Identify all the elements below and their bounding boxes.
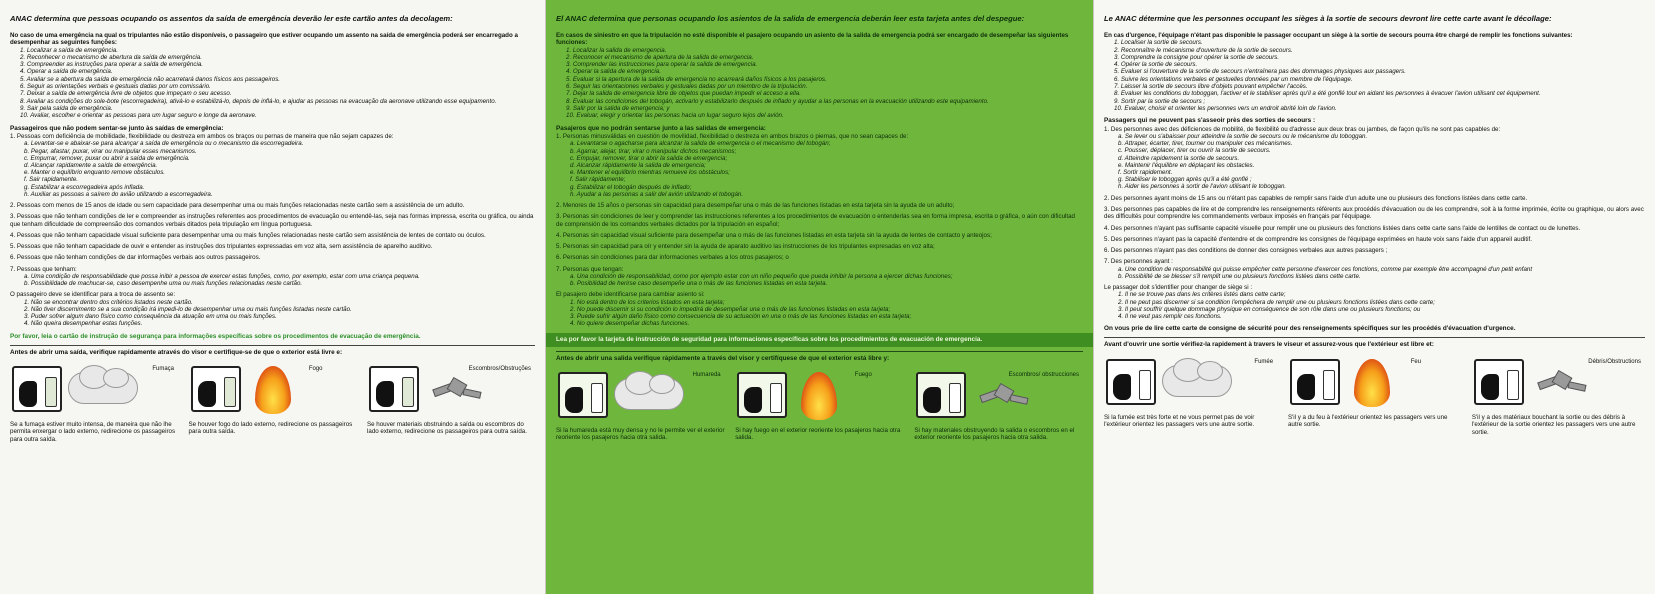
restriction-7: 7. Des personnes ayant : <box>1104 258 1173 266</box>
sub-item: g. Estabilizar el tobogán después de inflado; <box>570 183 692 191</box>
sub-item: 3. Il peut souffrir quelque dommage physique en conséquence de son rôle dans une ou plusieurs fonctions; ou <box>1118 305 1421 313</box>
hazard-caption: Si la fumée est très forte et ne vous permet pas de voir l'extérieur orientez les passagers vers une autre sortie. <box>1104 413 1255 429</box>
exit-door-icon <box>770 383 782 413</box>
hazard-label: Fogo <box>308 366 323 373</box>
sub-item: g. Stabiliser le toboggan après qu'il a été gonflé ; <box>1118 176 1252 184</box>
restriction-1-sublist <box>10 140 535 198</box>
hazard-caption: Se houver materiais obstruindo a saída ou escombros do lado externo, redirecione os passageiros para outra saída. <box>367 421 527 436</box>
panel-title: Le ANAC détermine que les personnes occupant les sièges à la sortie de secours devront lire cette carte avant le décollage: <box>1104 14 1552 23</box>
fire-illustration <box>1288 355 1461 411</box>
fire-flame-icon <box>1354 359 1390 407</box>
restriction-3: 3. Personas sin condiciones de leer y comprender las instrucciones referentes a los procedimientos de evacuación o entenderlas sea en forma impresa, escrita o gráfica, o aún con dificultad de comprensión de los comandos verbales dictados por la tripulación en español; <box>556 213 1076 228</box>
duty-item: 2. Reconhecer o mecanismo de abertura da saída de emergência. <box>20 53 202 61</box>
hazard-label: Humareda <box>692 372 721 379</box>
restriction-7-sublist <box>556 273 1083 287</box>
sub-item: h. Ayudar a las personas a salir del avión utilizando el tobogán. <box>570 190 744 198</box>
sub-item: a. Uma condição de responsabilidade que possa inibir a pessoa de exercer estas funções, como, por exemplo, estar com uma criança pequena. <box>24 273 420 281</box>
duty-item: 8. Avaliar as condições do sole-bote (escorregadeira), ativá-lo e estabilizá-lo, depois de inflá-lo, e ajudar as pessoas na evacuação da aeronave utilizando esse equipamento. <box>20 97 497 105</box>
hazard-row <box>10 362 535 443</box>
duty-item: 10. Avaliar, escolher e orientar as pessoas para um lugar seguro e longe da aeronave. <box>20 112 257 120</box>
restriction-1-sublist <box>1104 133 1645 191</box>
exit-door-icon <box>45 377 57 407</box>
restriction-2: 2. Menores de 15 años o personas sin capacidad para desempeñar una o más de las funciones listadas en esta tarjeta sin la ayuda de un adulto; <box>556 201 955 209</box>
hazard-debris <box>914 368 1083 442</box>
duties-list <box>556 47 1083 120</box>
sub-item: c. Empujar, remover, tirar o abrir la salida de emergencia; <box>570 154 728 162</box>
panel-french <box>1093 0 1655 594</box>
seat-swap-heading: Le passager doit s'identifier pour changer de siège si : <box>1104 284 1253 292</box>
fire-illustration <box>189 362 357 418</box>
sub-item: 1. Não se encontrar dentro dos critérios listados neste cartão. <box>24 298 193 306</box>
before-opening-heading: Antes de abrir uma saída, verifique rapidamente através do visor e certifique-se de que o exterior está livre e: <box>10 348 343 356</box>
hazard-label: Débris/Obstructions <box>1588 358 1641 365</box>
exit-door-icon <box>1323 370 1335 400</box>
hazard-label: Feu <box>1410 358 1422 365</box>
seat-swap-list <box>10 299 535 328</box>
restriction-6: 6. Pessoas que não tenham condições de dar informações verbais aos outros passageiros. <box>10 254 261 262</box>
restriction-7-sublist <box>10 273 535 287</box>
restriction-7: 7. Personas que tengan: <box>556 265 624 273</box>
exit-door-icon <box>1507 370 1519 400</box>
duty-item: 5. Avaliar se a abertura da saída de emergência não acarretará danos físicos aos passageiros. <box>20 75 281 83</box>
hazard-caption: Si la humareda está muy densa y no le permite ver el exterior reoriente los pasajeros hacia otra salida. <box>556 427 725 442</box>
duties-list <box>1104 39 1645 112</box>
restriction-3: 3. Des personnes pas capables de lire et de comprendre les renseignements référents aux procédés d'évacuation ou de les comprendre, soit à la forme imprimée, écrite ou graphique, ou alors avec des difficultés pour comprendre les commandements verbaux imposés en français par l'équipage. <box>1104 205 1644 221</box>
divider <box>1104 337 1645 338</box>
hazard-caption: Se a fumaça estiver muito intensa, de maneira que não lhe permita enxergar o lado externo, redirecione os passageiros para outra saída. <box>10 421 176 443</box>
smoke-cloud-icon <box>68 372 138 404</box>
duty-item: 5. Evaluar si la apertura de la salida de emergencia no acarreará daños físicos a los pasajeros. <box>566 75 827 83</box>
duty-item: 10. Evaluar, elegir y orientar las personas hacia un lugar seguro lejos del avión. <box>566 112 784 120</box>
person-head-icon <box>198 381 216 407</box>
duty-item: 5. Evaluer si l'ouverture de la sortie de secours n'entraînera pas des dommages physiques aux passagers. <box>1114 68 1406 76</box>
duty-item: 9. Sortir par la sortie de secours ; <box>1114 97 1206 105</box>
hazard-caption: S'il y a des matériaux bouchant la sortie ou des débris à l'extérieur de la sortie orientez les passagers vers une autre sortie. <box>1471 413 1636 436</box>
hazard-row <box>556 368 1083 442</box>
sub-item: d. Alcanzar rápidamente la salida de emergencia; <box>570 161 706 169</box>
duty-item: 7. Deixar a saída de emergência livre de objetos que impeçam o seu acesso. <box>20 90 232 98</box>
seat-swap-list <box>556 299 1083 328</box>
sub-item: a. Levantar-se e abaixar-se para alcançar a saída de emergência ou o mecanismo da escorregadeira. <box>24 140 304 148</box>
seat-swap-heading: O passageiro deve se identificar para a troca de assento se: <box>10 291 176 299</box>
sub-item: f. Sortir rapidement. <box>1118 169 1173 177</box>
sub-item: h. Aider les personnes à sortir de l'avion utilisant le toboggan. <box>1118 183 1287 191</box>
person-head-icon <box>19 381 37 407</box>
restriction-2: 2. Des personnes ayant moins de 15 ans ou n'étant pas capables de remplir sans l'aide d'un adulte une ou plusieurs des fonctions listées dans cette carte. <box>1104 194 1528 202</box>
before-opening-heading: Antes de abrir una salida verifique rápidamente a través del visor y certifíquese de que el exterior está libre y: <box>556 354 890 362</box>
hazard-fire <box>735 368 904 442</box>
restriction-4: 4. Des personnes n'ayant pas suffisante capacité visuelle pour remplir une ou plusieurs des fonctions listées dans cette carte sans l'aide de lentilles de contact ou de lunettes. <box>1104 224 1581 232</box>
duty-item: 1. Localiser la sortie de secours. <box>1114 39 1203 47</box>
sub-item: b. Possibilité de se blesser s'il remplit une ou plusieurs fonctions listées dans cette carte. <box>1118 272 1361 280</box>
before-opening-heading: Avant d'ouvrir une sortie vérifiez-la rapidement à travers le viseur et assurez-vous que l'extérieur est libre et: <box>1104 341 1434 349</box>
sub-item: h. Auxiliar as pessoas a saírem do avião utilizando a escorregadeira. <box>24 190 213 198</box>
restriction-2: 2. Pessoas com menos de 15 anos de idade ou sem capacidade para desempenhar uma ou mais funções relacionadas neste cartão sem a assistência de um adulto. <box>10 201 465 209</box>
debris-illustration <box>367 362 535 418</box>
duty-item: 2. Reconnaître le mécanisme d'ouverture de la sortie de secours. <box>1114 46 1293 54</box>
person-head-icon <box>744 387 762 413</box>
restriction-4: 4. Pessoas que não tenham capacidade visual suficiente para desempenhar uma ou mais funções relacionadas neste cartão sem assistência de lentes de contato ou óculos. <box>10 231 486 239</box>
duty-item: 2. Reconocer el mecanismo de apertura de la salida de emergencia. <box>566 53 754 61</box>
duty-item: 10. Evaluer, choisir et orienter les personnes vers un endroit abrité loin de l'avion. <box>1114 104 1337 112</box>
sub-item: b. Agarrar, alejar, tirar, virar o manipular dichos mecanismos; <box>570 147 737 155</box>
restriction-5: 5. Des personnes n'ayant pas la capacité d'entendre et de comprendre les consignes de l'équipage exprimées en haute voix sans l'aide d'un appareil auditif. <box>1104 235 1532 243</box>
sub-item: c. Pousser, déplacer, tirer ou ouvrir la sortie de secours. <box>1118 147 1271 155</box>
sub-item: a. Una condición de responsabilidad, como por ejemplo estar con un niño pequeño que pueda inhibir la persona a ejercer dichas funciones; <box>570 273 953 281</box>
divider <box>10 345 535 346</box>
sub-item: e. Mantener el equilibrio mientras remueve los obstáculos; <box>570 169 730 177</box>
sub-item: 2. Il ne peut pas discerner si sa condition l'empêchera de remplir une ou plusieurs fonctions listées dans cette carte; <box>1118 298 1435 306</box>
hazard-label: Fumaça <box>152 366 174 373</box>
smoke-illustration <box>1104 355 1277 411</box>
duty-item: 1. Localizar la salida de emergencia. <box>566 46 667 54</box>
sub-item: 2. Não tiver discernimento se a sua condição irá impedi-lo de desempenhar uma ou mais funções listadas neste cartão. <box>24 305 352 313</box>
sub-item: 4. No quiere desempeñar dichas funciones. <box>570 320 690 328</box>
restriction-5: 5. Personas sin capacidad para oír y entender sin la ayuda de aparato auditivo las instrucciones de los tripulantes expresadas en voz alta; <box>556 243 935 251</box>
hazard-fire <box>1288 355 1461 436</box>
duty-item: 9. Sair pela saída de emergência. <box>20 104 113 112</box>
restriction-7-sublist <box>1104 266 1645 280</box>
restriction-7: 7. Pessoas que tenham: <box>10 265 77 273</box>
hazard-label: Escombros/ obstrucciones <box>1008 372 1079 379</box>
restriction-5: 5. Pessoas que não tenham capacidade de ouvir e entender as instruções dos tripulantes expressadas em voz alta, sem assistência de aparelho auditivo. <box>10 243 433 251</box>
sub-item: e. Manter o equilíbrio enquanto remove obstáculos. <box>24 169 166 177</box>
debris-illustration <box>1472 355 1645 411</box>
sub-item: 1. Il ne se trouve pas dans les critères listés dans cette carte; <box>1118 291 1286 299</box>
sub-item: 3. Puede sufrir algún daño físico como consecuencia de su actuación en una o más de las funciones listadas en esta tarjeta; <box>570 313 912 321</box>
fire-flame-icon <box>255 366 291 414</box>
hazard-smoke <box>1104 355 1277 436</box>
sub-item: 1. No está dentro de los criterios listados en esta tarjeta; <box>570 298 725 306</box>
duty-item: 3. Compreender as instruções para operar a saída de emergência. <box>20 61 203 69</box>
duty-item: 3. Comprendre la consigne pour opérer la sortie de secours. <box>1114 53 1280 61</box>
duty-item: 4. Operar la salida de emergencia. <box>566 68 661 76</box>
smoke-illustration <box>10 362 178 418</box>
panel-title: ANAC determina que pessoas ocupando os assentos da saída de emergência deverão ler este cartão antes da decolagem: <box>10 14 453 23</box>
seat-swap-list <box>1104 291 1645 320</box>
hazard-label: Escombros/Obstruções <box>468 366 531 373</box>
panel-lead: En casos de siniestro en que la tripulación no esté disponible el pasajero ocupando un asiento de la salida de emergencia podrá ser encargado de desempeñar las siguientes funciones: <box>556 32 1069 47</box>
person-head-icon <box>923 387 941 413</box>
sub-item: a. Se lever ou s'abaisser pour atteindre la sortie de secours ou le mécanisme du toboggan. <box>1118 133 1368 141</box>
hazard-smoke <box>10 362 178 443</box>
panel-portuguese <box>0 0 545 594</box>
sub-item: d. Alcançar rapidamente a saída de emergência. <box>24 161 158 169</box>
person-head-icon <box>1297 374 1315 400</box>
restrictions-heading: Passageiros que não podem sentar-se junto às saídas de emergência: <box>10 124 224 132</box>
duty-item: 8. Evaluer les conditions du toboggan, l'activer et le stabiliser après qu'il a été gonflé tout en aidant les personnes à évacuer l'avion utilisant cet équipement. <box>1114 90 1541 98</box>
smoke-cloud-icon <box>1162 365 1232 397</box>
exit-door-icon <box>402 377 414 407</box>
duty-item: 4. Opérer la sortie de secours. <box>1114 61 1198 69</box>
hazard-row <box>1104 355 1645 436</box>
sub-item: b. Attraper, écarter, tirer, tourner ou manipuler ces mécanismes. <box>1118 140 1293 148</box>
restriction-1: 1. Des personnes avec des déficiences de mobilité, de flexibilité ou d'adresse aux deux bras ou jambes, de façon qu'ils ne sont pas capables de: <box>1104 125 1501 133</box>
sub-item: 4. Il ne veut pas remplir ces fonctions. <box>1118 313 1222 321</box>
duties-list <box>10 47 535 120</box>
duty-item: 7. Laisser la sortie de secours libre d'objets pouvant empêcher l'accès. <box>1114 83 1308 91</box>
sub-item: c. Empurrar, remover, puxar ou abrir a saída de emergência. <box>24 154 190 162</box>
sub-item: 4. Não queira desempenhar estas funções. <box>24 320 143 328</box>
hazard-label: Fuego <box>854 372 872 379</box>
debris-icon <box>1534 371 1588 397</box>
debris-icon <box>976 384 1030 410</box>
sub-item: e. Maintenir l'équilibre en déplaçant les obstacles. <box>1118 161 1255 169</box>
smoke-cloud-icon <box>614 378 684 410</box>
exit-door-icon <box>224 377 236 407</box>
restriction-6: 6. Des personnes n'ayant pas des conditions de donner des consignes verbales aux autres passagers ; <box>1104 247 1388 255</box>
panel-lead: No caso de uma emergência na qual os tripulantes não estão disponíveis, o passageiro que estiver ocupando um assento na saída de emergência poderá ser encarregado a desempenhar as seguintes funções: <box>10 32 518 47</box>
person-head-icon <box>1481 374 1499 400</box>
person-head-icon <box>565 387 583 413</box>
duty-item: 6. Seguir las orientaciones verbales y gestuales dadas por un miembro de la tripulación. <box>566 83 808 91</box>
sub-item: a. Levantarse o agacharse para alcanzar la salida de emergencia o el mecanismo del tobogán; <box>570 140 831 148</box>
hazard-fire <box>189 362 357 443</box>
exit-door-icon <box>949 383 961 413</box>
sub-item: 3. Puder sofrer algum dano físico como consequência da atuação em uma ou mais funções. <box>24 313 277 321</box>
exit-door-icon <box>591 383 603 413</box>
panel-spanish <box>545 0 1093 594</box>
smoke-illustration <box>556 368 725 424</box>
read-card-notice: On vous prie de lire cette carte de consigne de sécurité pour des renseignements spécifiques sur les procédés d'évacuation d'urgence. <box>1104 325 1516 333</box>
duty-item: 7. Dejar la salida de emergencia libre de objetos que puedan impedir el acceso a ella. <box>566 90 801 98</box>
fire-illustration <box>735 368 904 424</box>
panel-title: El ANAC determina que personas ocupando los asientos de la salida de emergencia deberán leer esta tarjeta antes del despegue: <box>556 14 1025 23</box>
restriction-3: 3. Pessoas que não tenham condições de ler e compreender as instruções referentes aos procedimentos de evacuação ou entendê-las, seja nas formas impressa, escrita ou gráfica, ou ainda que tenham dificuldade de compreensão dos comandos verbais ditados pela tripulação em língua portuguesa. <box>10 213 534 228</box>
duty-item: 9. Salir por la salida de emergencia; y <box>566 104 670 112</box>
hazard-debris <box>1472 355 1645 436</box>
sub-item: f. Salir rápidamente; <box>570 176 626 184</box>
hazard-caption: Si hay fuego en el exterior reoriente los pasajeros hacia otra salida. <box>735 427 901 442</box>
person-head-icon <box>376 381 394 407</box>
restrictions-heading: Pasajeros que no podrán sentarse junto a las salidas de emergencia: <box>556 124 766 132</box>
sub-item: g. Estabilizar a escorregadeira após inflada. <box>24 183 145 191</box>
seat-swap-heading: El pasajero debe identificarse para cambiar asiento si: <box>556 291 705 299</box>
duty-item: 1. Localizar a saída de emergência. <box>20 46 119 54</box>
hazard-caption: S'il y a du feu à l'extérieur orientez les passagers vers une autre sortie. <box>1287 413 1448 429</box>
duty-item: 6. Seguir as orientações verbais e gestuais dadas por um comissário. <box>20 83 211 91</box>
restriction-4: 4. Personas sin capacidad visual suficiente para desempeñar una o más de las funciones listadas en esta tarjeta sin la ayuda de lentes de contacto y anteojos; <box>556 231 992 239</box>
divider <box>556 351 1083 352</box>
sub-item: b. Pegar, afastar, puxar, virar ou manipular esses mecanismos. <box>24 147 197 155</box>
exit-door-icon <box>1139 370 1151 400</box>
debris-illustration <box>914 368 1083 424</box>
sub-item: d. Atteindre rapidement la sortie de secours. <box>1118 154 1240 162</box>
sub-item: b. Posibilidad de herirse caso desempeñe una o más de las funciones listadas en esta tarjeta. <box>570 280 828 288</box>
sub-item: 2. No puede discernir si su condición lo impedirá de desempeñar una o más de las funciones listadas en esta tarjeta; <box>570 305 891 313</box>
hazard-debris <box>367 362 535 443</box>
restriction-1: 1. Personas minusválidas en cuestión de movilidad, flexibilidad o destreza en ambos brazos o piernas, que no sean capaces de: <box>556 133 909 141</box>
hazard-caption: Se houver fogo do lado externo, redirecione os passageiros para outra saída. <box>188 421 353 436</box>
debris-icon <box>429 378 483 404</box>
panel-lead: En cas d'urgence, l'équipage n'étant pas disponible le passager occupant un siège à la sortie de secours pourra être chargé de remplir les fonctions suivantes: <box>1104 32 1573 39</box>
restrictions-heading: Passagers qui ne peuvent pas s'asseoir près des sorties de secours : <box>1104 117 1316 125</box>
fire-flame-icon <box>801 372 837 420</box>
read-card-notice: Por favor, leia o cartão de instrução de segurança para informações específicas sobre os procedimentos de evacuação de emergência. <box>10 332 421 340</box>
person-head-icon <box>1113 374 1131 400</box>
duty-item: 4. Operar a saída de emergência. <box>20 68 113 76</box>
restriction-1-sublist <box>556 140 1083 198</box>
hazard-label: Fumée <box>1254 358 1274 365</box>
duty-item: 6. Suivre les orientations verbales et gestuelles données par un membre de l'équipage. <box>1114 75 1353 83</box>
sub-item: f. Sair rapidamente. <box>24 176 78 184</box>
sub-item: a. Une condition de responsabilité qui puisse empêcher cette personne d'exercer ces fonctions, comme par exemple être accompagné d'un petit enfant <box>1118 265 1533 273</box>
duty-item: 3. Comprender las instrucciones para operar la salida de emergencia. <box>566 61 758 69</box>
sub-item: b. Possibilidade de machucar-se, caso desempenhe uma ou mais funções relacionadas neste cartão. <box>24 280 303 288</box>
restriction-1: 1. Pessoas com deficiência de mobilidade, flexibilidade ou destreza em ambos os braços ou pernas de maneira que não sejam capazes de: <box>10 133 394 141</box>
restriction-6: 6. Personas sin condiciones para dar informaciones verbales a los otros pasajeros; o <box>556 254 789 262</box>
read-card-notice: Lea por favor la tarjeta de instrucción de seguridad para informaciones específicas sobre los procedimientos de evacuación de emergencia. <box>546 333 1093 347</box>
hazard-caption: Si hay materiales obstruyendo la salida o escombros en el exterior reoriente los pasajeros hacia otra salida. <box>914 427 1075 442</box>
duty-item: 8. Evaluar las condiciones del tobogán, activarlo y estabilizarlo después de inflado y ayudar a las personas en la evacuación utilizando este equipamiento. <box>566 97 989 105</box>
hazard-smoke <box>556 368 725 442</box>
